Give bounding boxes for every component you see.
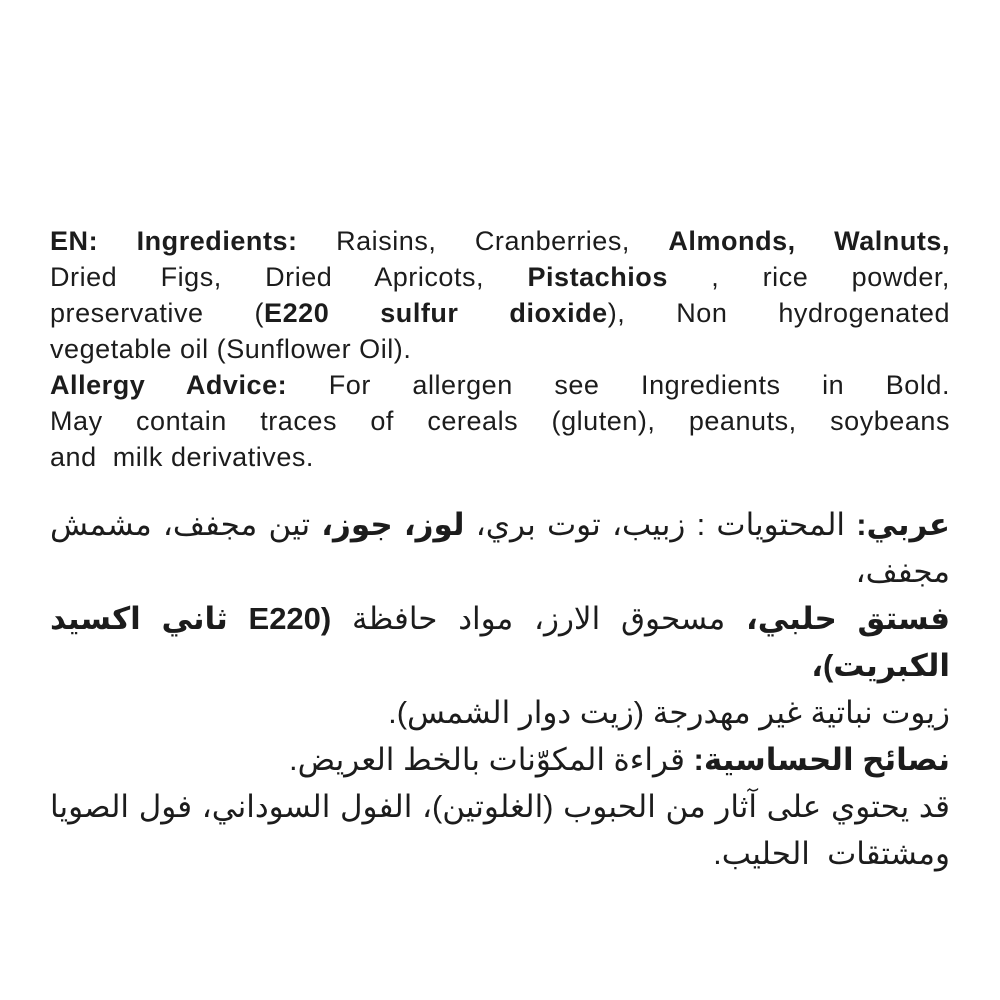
- bold-text-segment: (E220 ثاني اكسيد الكبريت)،: [50, 601, 950, 683]
- text-line: [50, 830, 950, 877]
- text-line: [50, 331, 950, 367]
- bold-text-segment: عربي:: [856, 507, 950, 542]
- text-segment: Raisins, Cranberries,: [336, 226, 669, 256]
- text-segment: زيوت نباتية غير مهدرجة (زيت دوار الشمس).: [388, 695, 950, 730]
- text-line: [50, 689, 950, 736]
- text-line: [50, 501, 950, 595]
- text-segment: and milk derivatives.: [50, 442, 314, 472]
- english-ingredients-paragraph: [50, 223, 950, 475]
- text-segment: Dried Figs, Dried Apricots,: [50, 262, 528, 292]
- text-segment: تين مجفف، مشمش مجفف،: [50, 507, 950, 589]
- text-line: [50, 295, 950, 331]
- bold-text-segment: فستق حلبي،: [746, 601, 950, 636]
- text-segment: ومشتقات الحليب.: [713, 836, 950, 871]
- arabic-ingredients-paragraph: [50, 501, 950, 877]
- text-segment: المحتويات : زبيب، توت بري،: [464, 507, 857, 542]
- text-line: [50, 367, 950, 403]
- bold-text-segment: Allergy Advice:: [50, 370, 329, 400]
- text-line: [50, 595, 950, 689]
- text-segment: preservative (: [50, 298, 265, 328]
- text-line: [50, 403, 950, 439]
- text-segment: For allergen see Ingredients in Bold.: [328, 370, 951, 400]
- text-segment: قراءة المكوّنات بالخط العريض.: [289, 742, 694, 777]
- bold-text-segment: Almonds, Walnuts,: [668, 226, 950, 256]
- bold-text-segment: Pistachios: [527, 262, 668, 292]
- text-line: [50, 259, 950, 295]
- text-segment: قد يحتوي على آثار من الحبوب (الغلوتين)، الفول السوداني، فول الصويا: [50, 789, 950, 824]
- text-segment: May contain traces of cereals (gluten), peanuts, soybeans: [50, 406, 950, 436]
- text-line: [50, 223, 950, 259]
- text-segment: vegetable oil (Sunflower Oil).: [50, 334, 412, 364]
- bold-text-segment: لوز، جوز،: [321, 507, 465, 542]
- text-segment: مسحوق الارز، مواد حافظة: [331, 601, 747, 636]
- bold-text-segment: EN: Ingredients:: [50, 226, 337, 256]
- text-segment: ), Non hydrogenated: [607, 298, 950, 328]
- text-line: [50, 439, 950, 475]
- bold-text-segment: نصائح الحساسية:: [693, 742, 950, 777]
- bold-text-segment: E220 sulfur dioxide: [264, 298, 608, 328]
- text-line: [50, 783, 950, 830]
- text-line: [50, 736, 950, 783]
- text-segment: , rice powder,: [667, 262, 950, 292]
